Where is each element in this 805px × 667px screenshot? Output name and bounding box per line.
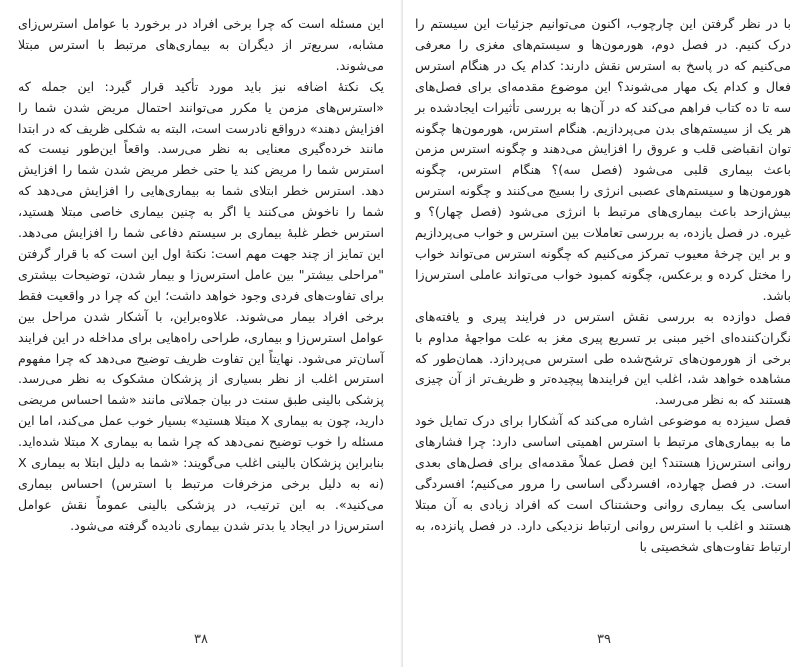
paragraph: با در نظر گرفتن این چارچوب، اکنون می‌توانیم جزئیات این سیستم را درک کنیم. در فصل دوم، هورمون‌ها و سیستم‌های مغزی را معرفی می‌کنیم که در پاسخ به استرس نقش دارند: کدام یک در هنگام استرس فعال و کدام یک مهار می‌شوند؟ این موضوع مقدمه‌ای برای فصل‌های سه تا ده کتاب فراهم می‌کند که در آن‌ها به بررسی تأثیرات ایجادشده بر هر یک از سیستم‌های بدن می‌پردازیم. هنگام استرس، هورمون‌ها چگونه توان انقباضی قلب و عروق را افزایش می‌دهند و چگونه استرس مزمن باعث بیماری قلبی می‌شود (فصل سه)؟ هنگام استرس، چگونه هورمون‌ها و سیستم‌های عصبی انرژی را بسیج می‌کنند و چگونه استرس بیش‌ازحد باعث بیماری‌های مرتبط با انرژی می‌شود (فصل چهار)؟ و غیره. در فصل یازده، به بررسی تعاملات بین استرس و خواب می‌پردازیم و بر این چرخهٔ معیوب تمرکز می‌کنیم که چگونه استرس می‌تواند خواب را مختل کرده و برعکس، چگونه کمبود خواب می‌تواند عاملی استرس‌زا باشد.: [415, 16, 791, 303]
page-number: ۳۹: [597, 632, 611, 647]
left-page-text: [18, 14, 384, 537]
paragraph: یک نکتهٔ اضافه نیز باید مورد تأکید قرار گیرد: این جمله که «استرس‌های مزمن یا مکرر می‌توانند احتمال مریض شدن شما را افزایش دهند» درواقع نادرست است، البته به شکلی ظریف که در ابتدا مانند خرده‌گیری معنایی به نظر می‌رسد. واقعاً این‌طور نیست که استرس شما را مریض کند یا حتی خطر مریض شدن شما را افزایش دهد. استرس خطر ابتلای شما به بیماری‌هایی را افزایش می‌دهد که شما را ناخوش می‌کنند یا اگر به چنین بیماری خاصی مبتلا هستید، استرس خطر غلبهٔ بیماری بر سیستم دفاعی شما را افزایش می‌دهد. این تمایز از چند جهت مهم است: نکتهٔ اول این است که با قرار گرفتن "مراحلی بیشتر" بین عامل استرس‌زا و بیمار شدن، توضیحات بیشتری برای تفاوت‌های فردی وجود خواهد داشت؛ این که چرا در واقعیت فقط برخی افراد بیمار می‌شوند. علاوه‌براین، با آشکار شدن مراحل بین عوامل استرس‌زا و بیماری، طراحی راه‌هایی برای مداخله در این فرایند آسان‌تر می‌شود. نهایتاً این تفاوت ظریف توضیح می‌دهد که چرا مفهوم استرس اغلب از نظر بسیاری از پزشکان مشکوک به نظر می‌رسد. پزشکی بالینی طبق سنت در بیان جملاتی مانند «شما احساس مریضی دارید، چون به بیماری X مبتلا هستید» بسیار خوب عمل می‌کند، اما این مسئله را خوب توضیح نمی‌دهد که چرا شما به بیماری X مبتلا شده‌اید. بنابراین پزشکان بالینی اغلب می‌گویند: «شما به دلیل ابتلا به بیماری X (نه به دلیل برخی مزخرفات مرتبط با استرس) احساس بیماری می‌کنید». به این ترتیب، در پزشکی بالینی عموماً نقش عوامل استرس‌زا در ایجاد یا بدتر شدن بیماری نادیده گرفته می‌شود.: [18, 78, 384, 533]
paragraph: این مسئله است که چرا برخی افراد در برخورد با عوامل استرس‌زای مشابه، سریع‌تر از دیگران به بیماری‌های مرتبط با استرس مبتلا می‌شوند.: [18, 16, 384, 73]
right-page: [403, 0, 805, 667]
page-number: ۳۸: [194, 632, 208, 647]
paragraph: فصل دوازده به بررسی نقش استرس در فرایند پیری و یافته‌های نگران‌کننده‌ای اخیر مبنی بر تسریع پیری مغز به علت مواجههٔ مداوم با برخی از هورمون‌های ترشح‌شده طی استرس می‌پردازد. همان‌طور که مشاهده خواهد شد، اغلب این فرایندها پیچیده‌تر و ظریف‌تر از آن چیزی هستند که به نظر می‌رسد.: [415, 308, 791, 408]
paragraph: فصل سیزده به موضوعی اشاره می‌کند که آشکارا برای درک تمایل خود ما به بیماری‌های مرتبط با استرس اهمیتی اساسی دارد: چرا فشارهای روانی استرس‌زا هستند؟ این فصل عملاً مقدمه‌ای برای فصل‌های بعدی است. در فصل چهارده، افسردگی اساسی را مرور می‌کنیم؛ افسردگی اساسی یک بیماری روانی وحشتناک است که افراد زیادی به آن مبتلا هستند و اغلب با استرس روانی ارتباط نزدیکی دارد. در فصل پانزده، به ارتباط تفاوت‌های شخصیتی با: [415, 413, 791, 554]
right-page-text: [415, 14, 791, 558]
left-page: [0, 0, 402, 667]
